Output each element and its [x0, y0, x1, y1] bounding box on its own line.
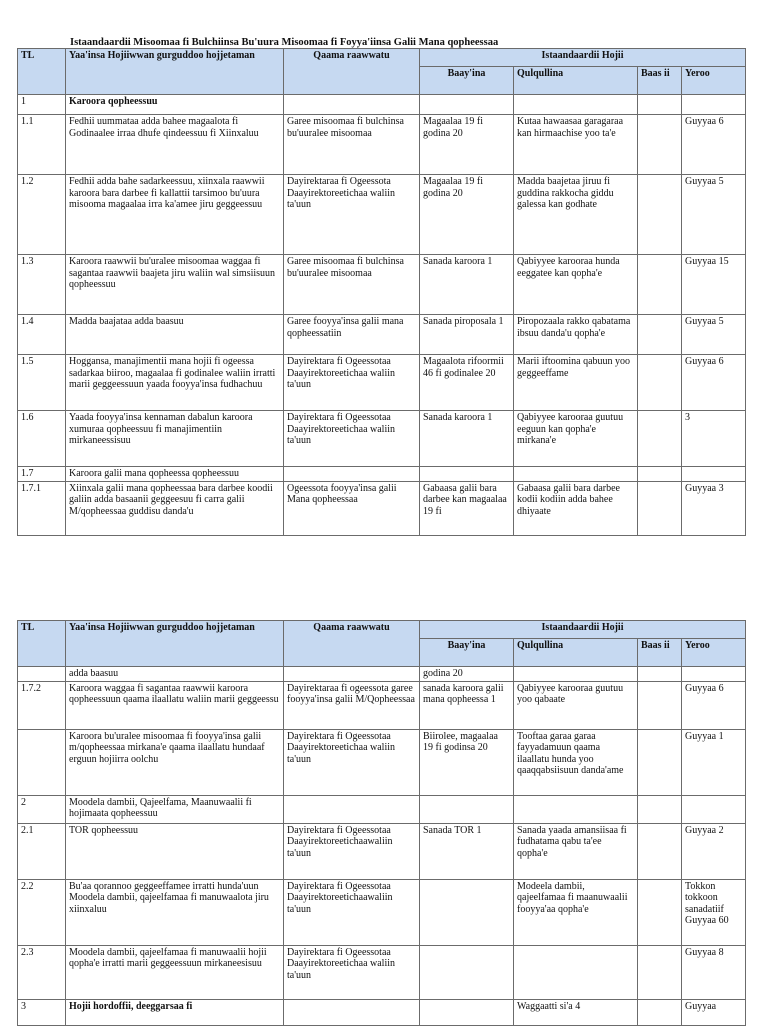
- cell-tl: 1.3: [18, 255, 66, 315]
- cell-activity: Xiinxala galii mana qopheessaa bara darbee koodii galiin adda basaanii geggeesuu fi carra galii M/qopheessaa guddisu danda'u: [66, 481, 284, 535]
- cell-party: Dayirektara fi Ogeessotaa Daayirektoreetichaa waliin ta'uun: [284, 411, 420, 467]
- cell-tl: 1.6: [18, 411, 66, 467]
- col-input: Baay'ina: [420, 67, 514, 95]
- cell-tl: 1.5: [18, 355, 66, 411]
- cell-tl: 1.1: [18, 115, 66, 175]
- cell-cost: [638, 879, 682, 945]
- cell-activity: Fedhii adda bahe sadarkeessuu, xiinxala raawwii karoora bara darbee fi kallattii tarsimoo bu'uura misooma magaalaa irra ka'amee jiru geggeessuu: [66, 175, 284, 255]
- cell-activity: Hoggansa, manajimentii mana hojii fi ogeessa sadarkaa biiroo, magaalaa fi godinalee waliin irratti marii geggeessuun yaada fooyya'insa fudhachuu: [66, 355, 284, 411]
- table-row: [18, 729, 746, 795]
- cell-quality: Qabiyyee karooraa guutuu eeguun kan qopha'e mirkana'e: [514, 411, 638, 467]
- table-row: [18, 999, 746, 1025]
- cell-input: Sanada TOR 1: [420, 823, 514, 879]
- col-activity: Yaa'insa Hojiiwwan gurguddoo hojjetaman: [66, 49, 284, 95]
- cell-time: [682, 467, 746, 482]
- col-activity: Yaa'insa Hojiiwwan gurguddoo hojjetaman: [66, 621, 284, 667]
- col-standard: Istaandaardii Hojii: [420, 49, 746, 67]
- cell-quality: Marii iftoomina qabuun yoo geggeeffame: [514, 355, 638, 411]
- cell-party: Ogeessota fooyya'insa galii Mana qopheessaa: [284, 481, 420, 535]
- cell-tl: 1.7.1: [18, 481, 66, 535]
- cell-cost: [638, 315, 682, 355]
- cell-input: sanada karoora galii mana qopheessa 1: [420, 681, 514, 729]
- cell-party: Dayirektara fi Ogeessotaa Daayirektoreetichaa waliin ta'uun: [284, 729, 420, 795]
- cell-quality: Modeela dambii, qajeelfamaa fi maanuwaalii fooyya'aa qopha'e: [514, 879, 638, 945]
- cell-time: Guyyaa 5: [682, 175, 746, 255]
- table-header: [18, 49, 746, 95]
- cell-tl: 2.1: [18, 823, 66, 879]
- document-title: Istaandaardii Misoomaa fi Bulchiinsa Bu'uura Misoomaa fi Foyya'iinsa Galii Mana qopheessaa: [70, 37, 499, 48]
- cell-quality: [514, 467, 638, 482]
- cell-activity: Moodela dambii, Qajeelfama, Maanuwaalii fi hojimaata qopheessuu: [66, 795, 284, 823]
- cell-quality: Qabiyyee karooraa hunda eeggatee kan qopha'e: [514, 255, 638, 315]
- cell-activity: Fedhii uummataa adda bahee magaalota fi Godinaalee irraa dhufe qindeessuu fi Xiinxaluu: [66, 115, 284, 175]
- cell-input: [420, 95, 514, 115]
- cell-time: Tokkon tokkoon sanadatiif Guyyaa 60: [682, 879, 746, 945]
- cell-quality: Qabiyyee karooraa guutuu yoo qabaate: [514, 681, 638, 729]
- cell-time: Guyyaa 6: [682, 355, 746, 411]
- cell-party: Garee misoomaa fi bulchinsa bu'uuralee misoomaa: [284, 115, 420, 175]
- cell-input: Magaalaa 19 fi godina 20: [420, 175, 514, 255]
- table-row: [18, 823, 746, 879]
- cell-tl: [18, 667, 66, 682]
- cell-party: [284, 999, 420, 1025]
- cell-time: Guyyaa 6: [682, 115, 746, 175]
- cell-tl: 1.4: [18, 315, 66, 355]
- cell-quality: Madda baajetaa jiruu fi guddina rakkocha giddu galessa kan godhate: [514, 175, 638, 255]
- cell-cost: [638, 411, 682, 467]
- standards-table-1: [17, 48, 746, 536]
- cell-party: [284, 95, 420, 115]
- cell-input: Magaalaa 19 fi godina 20: [420, 115, 514, 175]
- cell-party: [284, 795, 420, 823]
- cell-party: Dayirektaraa fi Ogeessota Daayirektoreetichaa waliin ta'uun: [284, 175, 420, 255]
- cell-input: [420, 467, 514, 482]
- cell-time: Guyyaa 6: [682, 681, 746, 729]
- col-party: Qaama raawwatu: [284, 621, 420, 667]
- cell-party: [284, 667, 420, 682]
- table-row: [18, 481, 746, 535]
- cell-quality: Gabaasa galii bara darbee kodii kodiin adda bahee dhiyaate: [514, 481, 638, 535]
- cell-input: [420, 945, 514, 999]
- cell-tl: 2.3: [18, 945, 66, 999]
- cell-tl: [18, 729, 66, 795]
- cell-tl: 1.2: [18, 175, 66, 255]
- cell-activity: Yaada fooyya'insa kennaman dabalun karoora xumuraa qopheessuu fi manajimentiin mirkaneessisuu: [66, 411, 284, 467]
- cell-activity: Bu'aa qorannoo geggeeffamee irratti hunda'uun Moodela dambii, qajeelfamaa fi manuwaalota jiru xiinxaluu: [66, 879, 284, 945]
- table-row: [18, 255, 746, 315]
- cell-tl: 2.2: [18, 879, 66, 945]
- cell-party: Dayirektara fi Ogeessotaa Daayirektoreetichaa waliin ta'uun: [284, 945, 420, 999]
- cell-time: 3: [682, 411, 746, 467]
- standards-table-2: [17, 620, 746, 1026]
- cell-activity: Karoora galii mana qopheessa qopheessuu: [66, 467, 284, 482]
- cell-input: Gabaasa galii bara darbee kan magaalaa 19 fi: [420, 481, 514, 535]
- table-row: [18, 95, 746, 115]
- cell-input: Sanada karoora 1: [420, 255, 514, 315]
- table-body: [18, 667, 746, 1026]
- cell-activity: Karoora qopheessuu: [66, 95, 284, 115]
- col-time: Yeroo: [682, 67, 746, 95]
- table-row: [18, 795, 746, 823]
- cell-quality: Kutaa hawaasaa garagaraa kan hirmaachise yoo ta'e: [514, 115, 638, 175]
- cell-activity: Karoora waggaa fi sagantaa raawwii karoora qopheessuun qaama ilaallatu waliin marii geggeessu: [66, 681, 284, 729]
- cell-time: Guyyaa 5: [682, 315, 746, 355]
- col-time: Yeroo: [682, 639, 746, 667]
- table-header: [18, 621, 746, 667]
- cell-quality: [514, 95, 638, 115]
- cell-input: godina 20: [420, 667, 514, 682]
- cell-quality: [514, 945, 638, 999]
- col-standard: Istaandaardii Hojii: [420, 621, 746, 639]
- cell-activity: Madda baajataa adda baasuu: [66, 315, 284, 355]
- cell-cost: [638, 95, 682, 115]
- cell-tl: 1.7.2: [18, 681, 66, 729]
- cell-time: Guyyaa 8: [682, 945, 746, 999]
- cell-party: Dayirektara fi Ogeessotaa Daayirektoreetichaawaliin ta'uun: [284, 823, 420, 879]
- table-row: [18, 355, 746, 411]
- cell-activity: Hojii hordoffii, deeggarsaa fi: [66, 999, 284, 1025]
- cell-party: Dayirektara fi Ogeessotaa Daayirektoreetichaawaliin ta'uun: [284, 879, 420, 945]
- col-input: Baay'ina: [420, 639, 514, 667]
- cell-tl: 2: [18, 795, 66, 823]
- cell-party: Garee fooyya'insa galii mana qopheessatiin: [284, 315, 420, 355]
- cell-input: Sanada karoora 1: [420, 411, 514, 467]
- cell-input: [420, 879, 514, 945]
- col-party: Qaama raawwatu: [284, 49, 420, 95]
- cell-input: [420, 999, 514, 1025]
- cell-time: Guyyaa 2: [682, 823, 746, 879]
- table-row: [18, 467, 746, 482]
- table-row: [18, 411, 746, 467]
- cell-cost: [638, 481, 682, 535]
- cell-cost: [638, 681, 682, 729]
- cell-input: Sanada piroposala 1: [420, 315, 514, 355]
- table-row: [18, 115, 746, 175]
- cell-time: [682, 667, 746, 682]
- cell-cost: [638, 255, 682, 315]
- table-row: [18, 667, 746, 682]
- cell-time: [682, 95, 746, 115]
- cell-activity: Karoora bu'uralee misoomaa fi fooyya'insa galii m/qopheessaa mirkana'e qaama ilaallatu hundaaf erguun hojiirra oolchu: [66, 729, 284, 795]
- table-row: [18, 879, 746, 945]
- col-quality: Qulqullina: [514, 639, 638, 667]
- cell-quality: Waggaatti si'a 4: [514, 999, 638, 1025]
- cell-activity: Moodela dambii, qajeelfamaa fi manuwaalii hojii qopha'e irratti marii geggeessuun mirkaneesisuu: [66, 945, 284, 999]
- cell-activity: Karoora raawwii bu'uralee misoomaa waggaa fi sagantaa raawwii baajeta jiru waliin wal simsiisuun qopheessuu: [66, 255, 284, 315]
- cell-quality: [514, 795, 638, 823]
- cell-cost: [638, 467, 682, 482]
- cell-tl: 1.7: [18, 467, 66, 482]
- col-cost: Baas ii: [638, 67, 682, 95]
- cell-cost: [638, 999, 682, 1025]
- table-row: [18, 315, 746, 355]
- cell-cost: [638, 945, 682, 999]
- cell-cost: [638, 667, 682, 682]
- cell-quality: Sanada yaada amansiisaa fi fudhatama qabu ta'ee qopha'e: [514, 823, 638, 879]
- cell-time: [682, 795, 746, 823]
- table-body: [18, 95, 746, 536]
- cell-time: Guyyaa 3: [682, 481, 746, 535]
- cell-quality: Tooftaa garaa garaa fayyadamuun qaama ilaallatu hunda yoo qaaqqabsiisuun danda'ame: [514, 729, 638, 795]
- cell-tl: 3: [18, 999, 66, 1025]
- cell-time: Guyyaa: [682, 999, 746, 1025]
- col-quality: Qulqullina: [514, 67, 638, 95]
- cell-cost: [638, 823, 682, 879]
- cell-input: Magaalota rifoormii 46 fi godinalee 20: [420, 355, 514, 411]
- cell-cost: [638, 729, 682, 795]
- cell-cost: [638, 795, 682, 823]
- cell-cost: [638, 355, 682, 411]
- cell-activity: adda baasuu: [66, 667, 284, 682]
- cell-input: Biirolee, magaalaa 19 fi godinsa 20: [420, 729, 514, 795]
- col-tl: TL: [18, 621, 66, 667]
- cell-input: [420, 795, 514, 823]
- table-row: [18, 681, 746, 729]
- cell-party: Dayirektara fi Ogeessotaa Daayirektoreetichaa waliin ta'uun: [284, 355, 420, 411]
- cell-time: Guyyaa 1: [682, 729, 746, 795]
- cell-cost: [638, 115, 682, 175]
- cell-party: [284, 467, 420, 482]
- cell-party: Dayirektaraa fi ogeessota garee fooyya'insa galii M/Qopheessaa: [284, 681, 420, 729]
- cell-tl: 1: [18, 95, 66, 115]
- cell-activity: TOR qopheessuu: [66, 823, 284, 879]
- cell-party: Garee misoomaa fi bulchinsa bu'uuralee misoomaa: [284, 255, 420, 315]
- col-cost: Baas ii: [638, 639, 682, 667]
- table-row: [18, 175, 746, 255]
- cell-cost: [638, 175, 682, 255]
- cell-time: Guyyaa 15: [682, 255, 746, 315]
- cell-quality: [514, 667, 638, 682]
- table-row: [18, 945, 746, 999]
- col-tl: TL: [18, 49, 66, 95]
- cell-quality: Piropozaala rakko qabatama ibsuu danda'u qopha'e: [514, 315, 638, 355]
